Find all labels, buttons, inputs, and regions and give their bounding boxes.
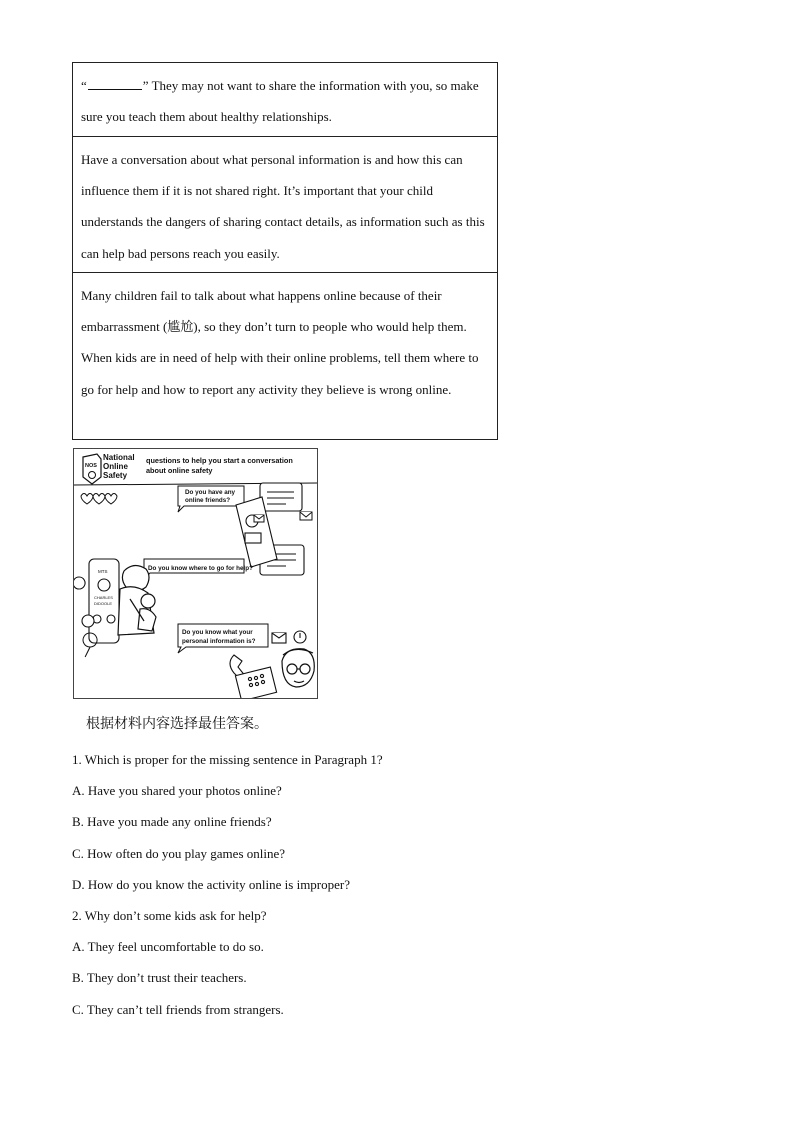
- cell-3-text: Many children fail to talk about what happens online because of their embarrassment (尴尬), so they don’t turn to people who would help them. When kids are in need of help with their online problems, tell them where to go for help and how to report any activity they believe is wrong online.: [81, 288, 479, 397]
- answer-blank: [88, 79, 142, 90]
- passage-cell-1: [73, 63, 497, 136]
- illustration-drawing: [74, 449, 317, 698]
- cell-1-text: ” They may not want to share the information with you, so make sure you teach them about healthy relationships.: [81, 78, 479, 125]
- option-2a: A. They feel uncomfortable to do so.: [72, 939, 264, 955]
- instruction-text: 根据材料内容选择最佳答案。: [86, 716, 268, 732]
- hearts-icon: [81, 494, 117, 505]
- bubble-1-line-1: Do you have any: [185, 489, 236, 496]
- passage-cell-3: [73, 272, 497, 439]
- heading-line-2: about online safety: [146, 466, 213, 475]
- phone-label-top: MTS: [98, 569, 108, 574]
- open-quote: “: [81, 78, 87, 93]
- boy-figure: [282, 649, 314, 687]
- bubble-3-line-1: Do you know what your: [182, 629, 253, 636]
- online-safety-illustration: [73, 448, 318, 699]
- nos-logo-icon: [83, 454, 101, 484]
- parent-and-child-figure: [118, 565, 156, 635]
- heading-line-1: questions to help you start a conversation: [146, 456, 293, 465]
- question-1: 1. Which is proper for the missing sentence in Paragraph 1?: [72, 752, 383, 767]
- phone-label-bottom-1: CHARLES: [94, 595, 113, 600]
- question-list: [72, 744, 512, 1025]
- brand-line-1: National: [103, 453, 135, 462]
- brand-line-2: Online: [103, 462, 128, 471]
- option-1c: C. How often do you play games online?: [72, 845, 286, 861]
- question-2: 2. Why don’t some kids ask for help?: [72, 908, 267, 924]
- option-2c: C. They can’t tell friends from strangers.: [72, 1001, 284, 1017]
- brand-line-3: Safety: [103, 471, 128, 480]
- phone-label-bottom-2: DIDOOLE: [94, 601, 113, 606]
- option-1a: A. Have you shared your photos online?: [72, 783, 282, 799]
- passage-table: [72, 62, 498, 440]
- option-2b: B. They don’t trust their teachers.: [72, 970, 247, 986]
- passage-cell-2: [73, 136, 497, 272]
- option-1d: D. How do you know the activity online is improper?: [72, 876, 351, 892]
- bubble-3-line-2: personal information is?: [182, 638, 256, 645]
- option-1b: B. Have you made any online friends?: [72, 814, 272, 830]
- bubble-1-line-2: online friends?: [185, 497, 231, 504]
- logo-text: NOS: [85, 463, 97, 469]
- cell-2-text: Have a conversation about what personal information is and how this can influence them if it is not shared right. It’s important that your child understands the dangers of sharing contact details, as information such as this can help bad persons reach you easily.: [81, 152, 485, 261]
- bubble-2-text: Do you know where to go for help?: [148, 565, 253, 572]
